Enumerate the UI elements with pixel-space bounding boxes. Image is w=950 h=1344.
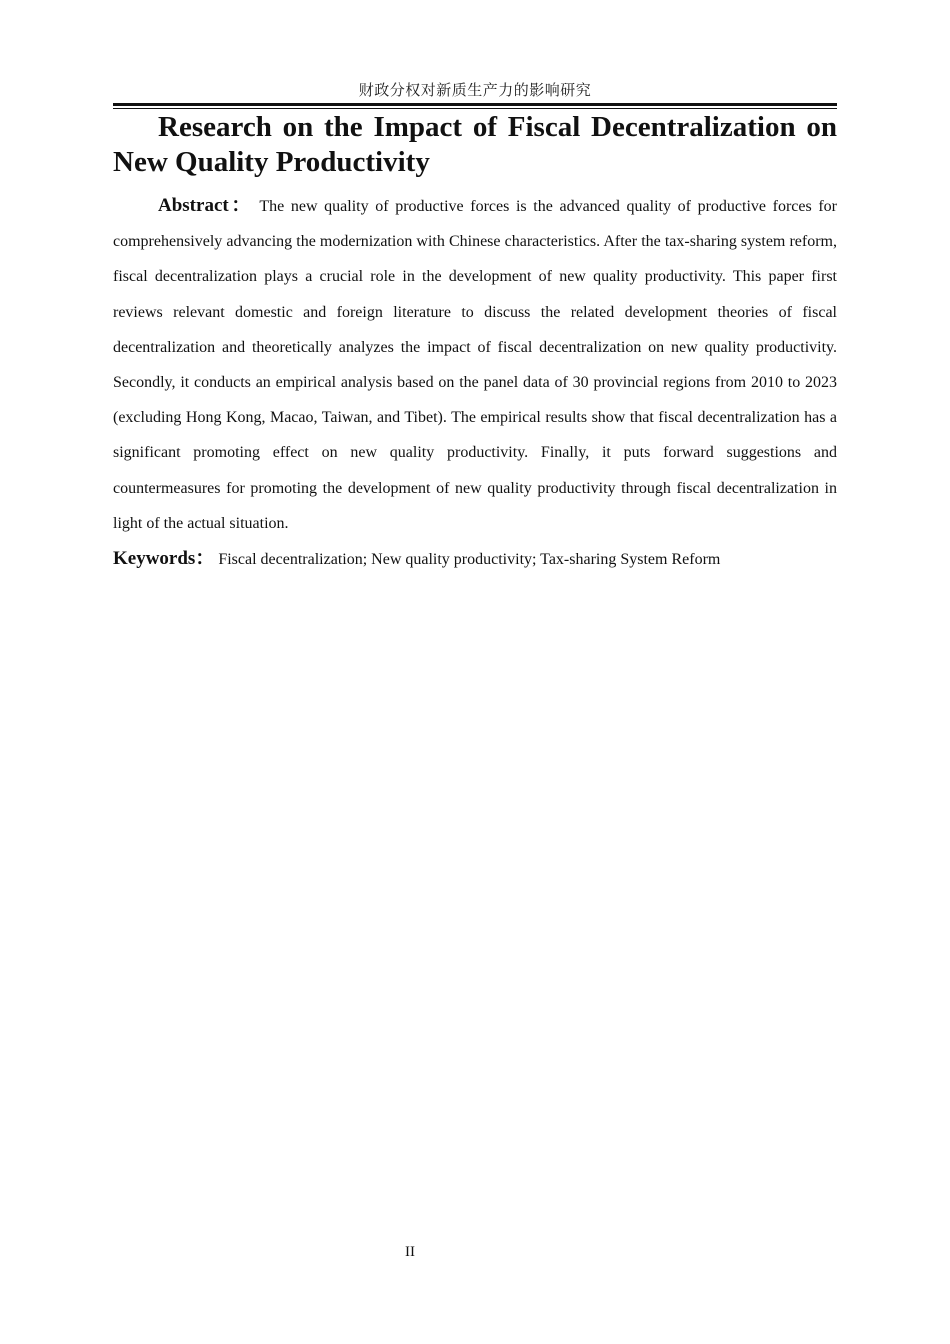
abstract-label: Abstract： xyxy=(158,195,253,216)
keywords-line xyxy=(113,545,837,574)
keywords-label: Keywords： xyxy=(113,548,215,570)
running-header: 财政分权对新质生产力的影响研究 xyxy=(358,81,592,99)
abstract-text: The new quality of productive forces is the advanced quality of productive forces for comprehensively advancing the modernization with Chinese characteristics. After the tax-sharing system reform, fiscal decentralization plays a crucial role in the development of new quality productivity. This paper first reviews relevant domestic and foreign literature to discuss the related development theories of fiscal decentralization and theoretically analyzes the impact of fiscal decentralization on new quality productivity. Secondly, it conducts an empirical analysis based on the panel data of 30 provincial regions from 2010 to 2023 (excluding Hong Kong, Macao, Taiwan, and Tibet). The empirical results show that fiscal decentralization has a significant promoting effect on new quality productivity. Finally, it puts forward suggestions and countermeasures for promoting the development of new quality productivity through fiscal decentralization in light of the actual situation. xyxy=(113,198,838,532)
page-number: II xyxy=(405,1244,415,1260)
header-double-rule xyxy=(113,103,837,109)
abstract-paragraph xyxy=(113,188,837,541)
keywords-text: Fiscal decentralization; New quality productivity; Tax-sharing System Reform xyxy=(218,551,721,569)
abstract-section xyxy=(113,110,837,574)
paper-title: Research on the Impact of Fiscal Decentralization on New Quality Productivity xyxy=(113,111,837,178)
